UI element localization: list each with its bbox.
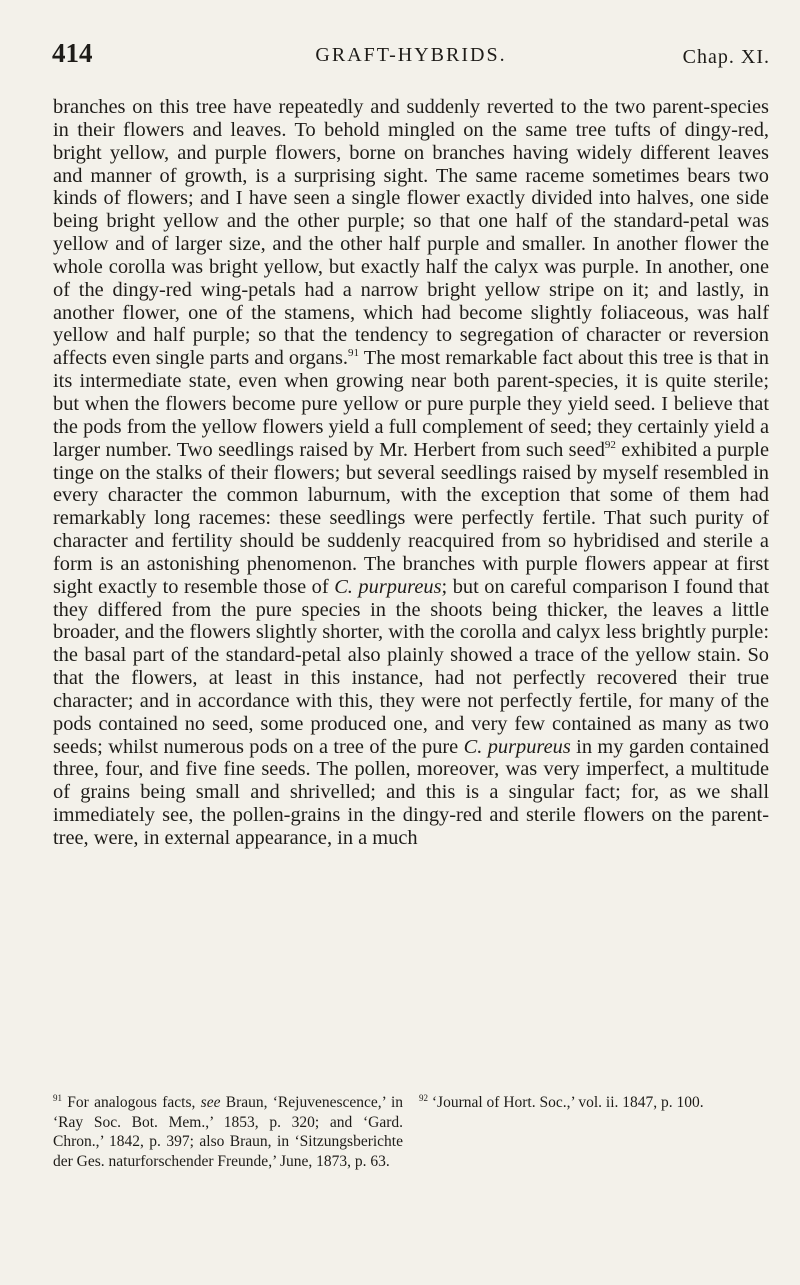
footnote-92: $^{92}$ ‘Journal of Hort. Soc.,’ vol. ii. 1847, p. 100. [419, 1093, 704, 1111]
text-segment: in my garden contained three, four, and five fine seeds. The pollen, moreover, was very imperfect, a multitude of grains being small and shrivelled; and this is a singular fact; for, as we shall immediately see, the pollen-grains in the dingy-red and sterile flowers on the parent-tree, were, in external appearance, in a much [53, 735, 770, 849]
text-segment: branches on this tree have repeatedly and suddenly reverted to the two parent-species in their flowers and leaves. To behold mingled on the same tree tufts of dingy-red, bright yellow, and purple flowers, borne on branches having widely different leaves and manner of growth, is a surprising sight. The same raceme sometimes bears two kinds of flowers; and I have seen a single flower exactly divided into halves, one side being bright yellow and the other purple; so that one half of the standard-petal was yellow and of larger size, and the other half purple and smaller. In another flower the whole corolla was bright yellow, but exactly half the calyx was purple. In another, one of the dingy-red wing-petals had a narrow bright yellow stripe on it; and lastly, in another flower, one of the stamens, which had become slightly foliaceous, was half yellow and half purple; so that the tendency to segregation of character or reversion affects even single parts and organs. [53, 96, 769, 370]
footnote-column-right [419, 1093, 769, 1171]
footnote-ref-91: 91 [348, 347, 360, 360]
text-segment: ; but on careful comparison I found that they differed from the pure species in the shoots being thicker, the leaves a little broader, and the flowers slightly shorter, with the corolla and calyx less brightly purple: the basal part of the standard-petal also plainly showed a trace of the yellow stain. So that the flowers, at least in this instance, had not perfectly recovered their true character; and in accordance with this, they were not perfectly fertile, for many of the pods contained no seed, some produced one, and very few contained as many as two seeds; whilst numerous pods on a tree of the pure [53, 575, 769, 758]
page-number: 414 [52, 38, 93, 68]
running-head: GRAFT-HYBRIDS. [315, 44, 507, 66]
footnotes [53, 1093, 769, 1171]
footnote-number: 91 [53, 1093, 62, 1103]
species-name: C. purpureus [334, 575, 442, 598]
species-name: C. purpureus [463, 735, 571, 758]
text-segment: exhibited a purple tinge on the stalks of their flowers; but several seedlings raised by myself resembled in every character the common laburnum, with the exception that some of them had remarkably long racemes: these seedlings were perfectly fertile. That such purity of character and fertility should be suddenly reacquired from so hybridised and sterile a form is an astonishing phenomenon. The branches with purple flowers appear at first sight exactly to resemble those of [53, 438, 769, 598]
page-header [52, 38, 770, 72]
footnote-ref-92: 92 [604, 438, 616, 451]
text-segment: The most remarkable fact about this tree is that in its intermediate state, even when growing near both parent-species, it is quite sterile; but when the flowers become pure yellow or pure purple they yield seed. I believe that the pods from the yellow flowers yield a full complement of seed; they certainly yield a larger number. Two seedlings raised by Mr. Herbert from such seed [53, 347, 769, 461]
main-paragraph [53, 96, 769, 850]
body-text [53, 96, 769, 850]
footnote-column-left [53, 1093, 403, 1171]
footnote-91: $^{91}$ For analogous facts, see Braun, ‘Rejuvenescence,’ in ‘Ray Soc. Bot. Mem.,’ 1853, p. 320; and ‘Gard. Chron.,’ 1842, p. 397; also Braun, in ‘Sitzungsberichte der Ges. naturforschender Freunde,’ June, 1873, p. 63. [53, 1093, 403, 1170]
chapter-label: Chap. XI. [682, 46, 770, 68]
footnote-number: 92 [419, 1093, 428, 1103]
